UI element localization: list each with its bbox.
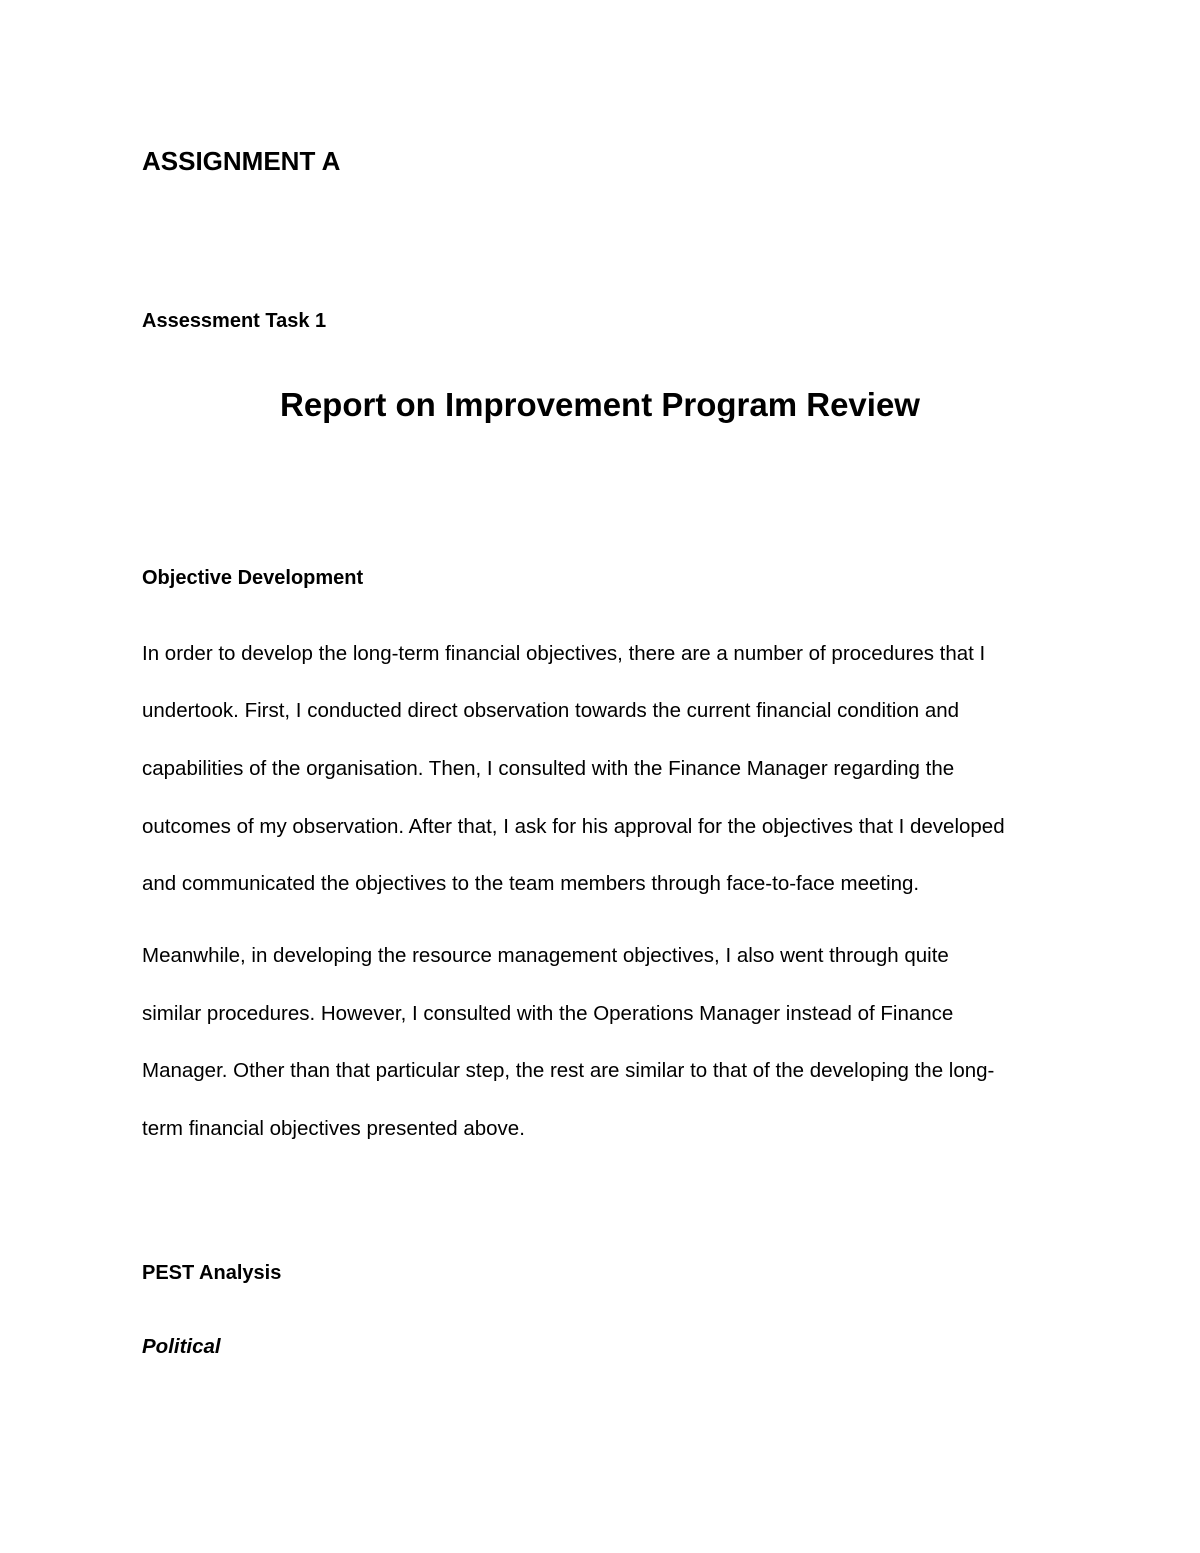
paragraph-2-line: similar procedures. However, I consulted with the Operations Manager instead of Finance <box>142 1002 954 1025</box>
paragraph-1-line: capabilities of the organisation. Then, I consulted with the Finance Manager regarding the <box>142 757 955 780</box>
report-title: Report on Improvement Program Review <box>280 386 920 423</box>
paragraph-2-line: Meanwhile, in developing the resource management objectives, I also went through quite <box>142 944 949 967</box>
paragraph-1-line: undertook. First, I conducted direct observation towards the current financial condition and <box>142 699 960 722</box>
paragraph-2-line: term financial objectives presented above. <box>142 1117 525 1140</box>
objective-development-heading: Objective Development <box>142 567 364 589</box>
assessment-task-label: Assessment Task 1 <box>142 310 327 332</box>
political-subheading: Political <box>142 1335 221 1358</box>
pest-analysis-heading: PEST Analysis <box>142 1262 282 1284</box>
paragraph-1-line: outcomes of my observation. After that, I ask for his approval for the objectives that I developed <box>142 815 1005 838</box>
paragraph-1-line: and communicated the objectives to the team members through face-to-face meeting. <box>142 872 920 895</box>
paragraph-1-line: In order to develop the long-term financial objectives, there are a number of procedures that I <box>142 642 986 665</box>
paragraph-2-line: Manager. Other than that particular step, the rest are similar to that of the developing the long- <box>142 1059 995 1082</box>
assignment-title: ASSIGNMENT A <box>142 146 341 176</box>
